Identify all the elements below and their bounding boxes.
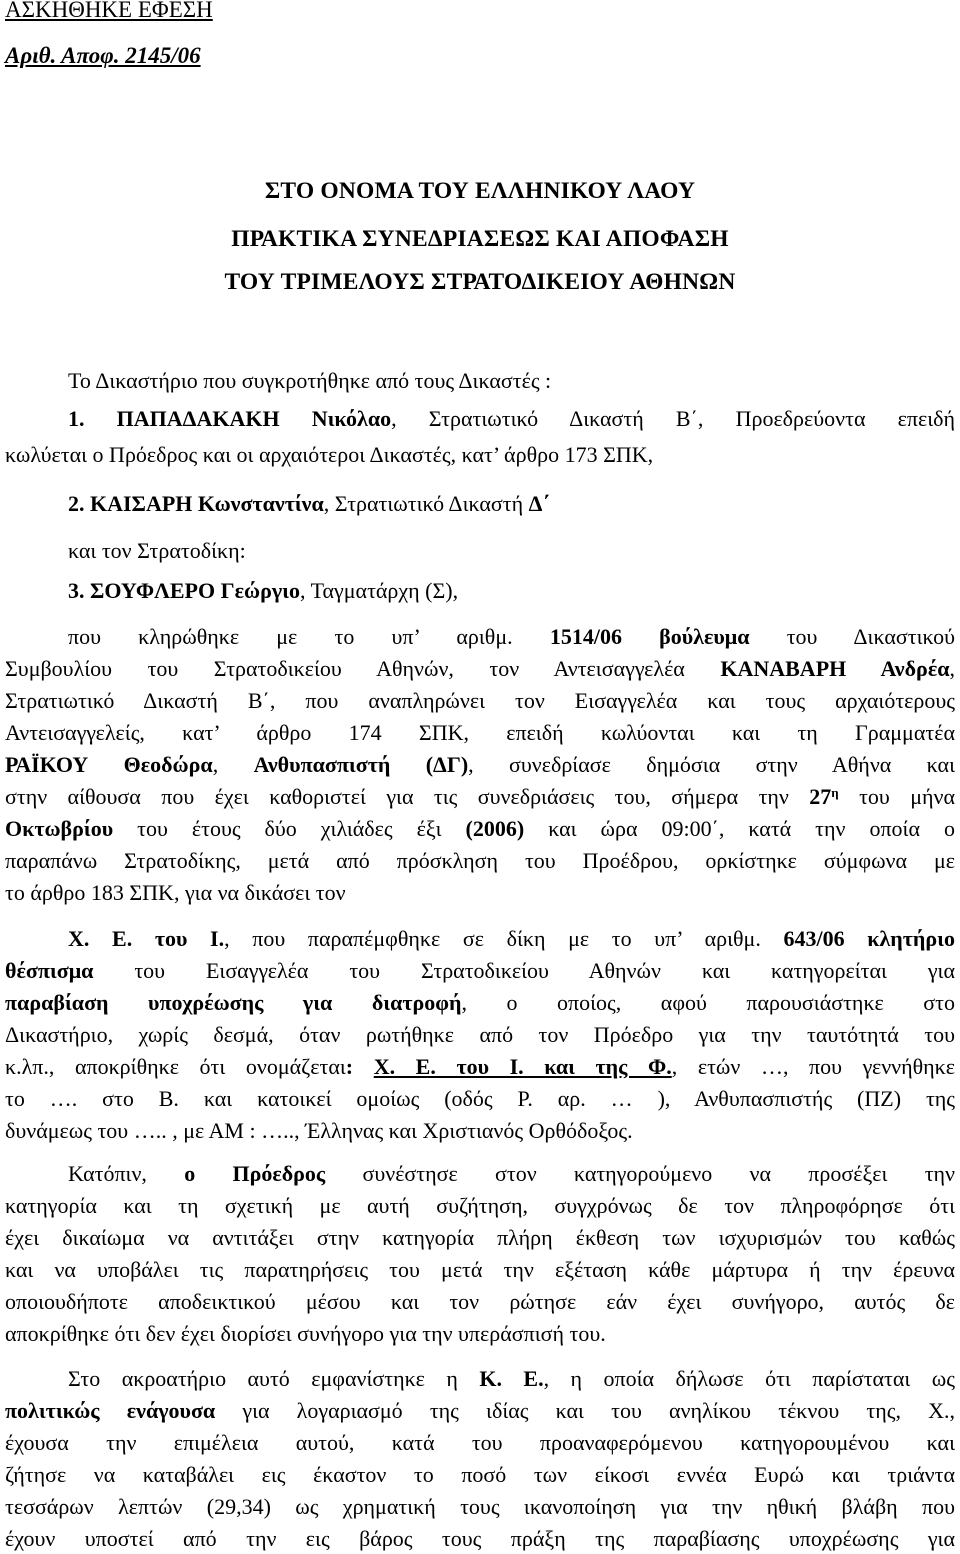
p2-bold [374, 1054, 672, 1079]
and-judge-label: και τον Στρατοδίκη: [68, 538, 246, 563]
p1-text: του Δικαστικού [749, 624, 956, 649]
p1-text: , συνεδρίασε δημόσια στην Αθήνα και [468, 752, 955, 777]
p1-bold: ΚΑΝΑΒΑΡΗ Ανδρέα [720, 656, 950, 681]
decision-number [5, 41, 201, 71]
judge-1-line-2: κωλύεται ο Πρόεδρος και οι αρχαιότεροι Δικαστές, κατ’ άρθρο 173 ΣΠΚ, [5, 442, 654, 467]
p1-line-2 [5, 654, 955, 684]
p2-text: , ετών …, που γεννήθηκε [671, 1054, 955, 1079]
p1-text: , [949, 656, 955, 681]
p1-line-3: Στρατιωτικό Δικαστή Β΄, που αναπληρώνει τον Εισαγγελέα και τους αρχαιότερους [5, 688, 955, 713]
p1-line-1 [68, 622, 955, 652]
p2-line-5 [5, 1052, 955, 1082]
p2-text: , που παραπέμφθηκε σε δίκη με το υπ’ αριθμ. [224, 926, 784, 951]
p2-line-3 [5, 988, 955, 1018]
judge-3-rest: , Ταγματάρχη (Σ), [299, 578, 459, 603]
p3-line-3: έχει δικαίωμα να αντιτάξει στην κατηγορία πλήρη έκθεση των ισχυρισμών του καθώς [5, 1225, 955, 1250]
p1-text: , [212, 752, 254, 777]
judge-3-name: 3. ΣΟΥΦΛΕΡΟ Γεώργιο [68, 578, 300, 603]
judge-1-rest: , Στρατιωτικό Δικαστή Β΄, Προεδρεύοντα επειδή [391, 406, 956, 431]
p2-bold: παραβίαση υποχρέωσης για διατροφή [5, 990, 462, 1015]
p2-text: του Εισαγγελέα του Στρατοδικείου Αθηνών και κατηγορείται για [93, 958, 955, 983]
p2-line-4: Δικαστήριο, χωρίς δεσμά, όταν ρωτήθηκε από τον Πρόεδρο για την ταυτότητά του [5, 1022, 955, 1047]
p3-line-1 [68, 1159, 955, 1189]
p4-text: για λογαριασμό της ιδίας και του ανηλίκου τέκνου της, Χ., [215, 1398, 955, 1423]
p2-underlined: Χ. Ε. του Ι. και της Φ. [373, 1054, 672, 1079]
p2-line-2 [5, 956, 955, 986]
p3-line-5: οποιουδήποτε αποδεικτικού μέσου και τον ρώτησε εάν έχει συνήγορο, αυτός δε [5, 1289, 955, 1314]
title-line-3: ΤΟΥ ΤΡΙΜΕΛΟΥΣ ΣΤΡΑΤΟΔΙΚΕΙΟΥ ΑΘΗΝΩΝ [224, 269, 736, 295]
p1-bold: ΡΑΪΚΟΥ Θεοδώρα [5, 752, 213, 777]
p1-text: στην αίθουσα που έχει καθοριστεί για τις συνεδριάσεις του, σήμερα την [5, 784, 810, 809]
p2-bold: : [345, 1054, 374, 1079]
judge-1-line [68, 404, 955, 434]
p2-text: κ.λπ., αποκρίθηκε ότι ονομάζεται [5, 1054, 346, 1079]
p1-text: του μήνα [838, 784, 955, 809]
p1-bold: Ανθυπασπιστή (ΔΓ) [253, 752, 469, 777]
p2-line-6: το …. στο Β. και κατοικεί ομοίως (οδός Ρ. αρ. … ), Ανθυπασπιστής (ΠΖ) της [5, 1086, 955, 1111]
p3-text: Κατόπιν, [68, 1161, 185, 1186]
court-intro: Το Δικαστήριο που συγκροτήθηκε από τους Δικαστές : [68, 368, 552, 393]
p1-line-7 [5, 814, 955, 844]
p2-line-7: δυνάμεως του ….. , με ΑΜ : ….., Έλληνας και Χριστιανός Ορθόδοξος. [5, 1118, 633, 1143]
p3-line-4: και να υποβάλει τις παρατηρήσεις του μετά την εξέταση κάθε μάρτυρα ή την έρευνα [5, 1257, 955, 1282]
p2-bold: 643/06 κλητήριο [783, 926, 955, 951]
p1-line-5 [5, 750, 955, 780]
p2-bold: θέσπισμα [5, 958, 94, 983]
p1-line-9: το άρθρο 183 ΣΠΚ, για να δικάσει τον [5, 880, 346, 905]
p1-line-4: Αντεισαγγελείς, κατ’ άρθρο 174 ΣΠΚ, επειδή κωλύονται και τη Γραμματέα [5, 720, 955, 745]
p3-bold: ο Πρόεδρος [184, 1161, 326, 1186]
p4-text: , η οποία δήλωσε ότι παρίσταται ως [543, 1366, 955, 1391]
p4-line-2 [5, 1396, 955, 1426]
p1-bold: Οκτωβρίου [5, 816, 114, 841]
judge-2-rest: , Στρατιωτικό Δικαστή [323, 491, 529, 516]
p4-line-5: τεσσάρων λεπτών (29,34) ως χρηματική τους ικανοποίηση για την ηθική βλάβη που [5, 1494, 955, 1519]
decision-number-text: Αριθ. Αποφ. 2145/06 [5, 43, 201, 68]
p1-line-8: παραπάνω Στρατοδίκης, μετά από πρόσκληση του Προέδρου, ορκίστηκε σύμφωνα με [5, 848, 955, 873]
p4-line-3: έχουσα την επιμέλεια αυτού, κατά του προαναφερόμενου κατηγορουμένου και [5, 1430, 955, 1455]
p3-line-6: αποκρίθηκε ότι δεν έχει διορίσει συνήγορο για την υπεράσπισή του. [5, 1321, 606, 1346]
p2-line-1 [68, 924, 955, 954]
p1-text: που κληρώθηκε με το υπ’ αριθμ. [68, 624, 550, 649]
p1-bold: 27 [809, 784, 832, 809]
title-line-1: ΣΤΟ ΟΝΟΜΑ ΤΟΥ ΕΛΛΗΝΙΚΟΥ ΛΑΟΥ [264, 178, 696, 204]
p1-line-6 [5, 782, 955, 812]
appeal-notice-text: ΑΣΚΗΘΗΚΕ ΕΦΕΣΗ [5, 0, 213, 22]
p4-line-1 [68, 1364, 955, 1394]
p2-bold: Χ. Ε. του Ι. [68, 926, 225, 951]
p1-bold: 1514/06 βούλευμα [549, 624, 750, 649]
p4-text: Στο ακροατήριο αυτό εμφανίστηκε η [68, 1366, 480, 1391]
p1-text: και ώρα 09:00΄, κατά την οποία ο [524, 816, 955, 841]
p2-text: , ο οποίος, αφού παρουσιάστηκε στο [461, 990, 955, 1015]
judge-1-name: 1. ΠΑΠΑΔΑΚΑΚΗ Νικόλαο [68, 406, 392, 431]
title-line-2: ΠΡΑΚΤΙΚΑ ΣΥΝΕΔΡΙΑΣΕΩΣ ΚΑΙ ΑΠΟΦΑΣΗ [231, 226, 729, 252]
p4-line-6: έχουν υποστεί από την εις βάρος τους πράξη της παραβίασης υποχρέωσης για [5, 1526, 955, 1551]
appeal-notice [5, 0, 213, 25]
p1-bold: (2006) [465, 816, 525, 841]
p4-bold: πολιτικώς ενάγουσα [5, 1398, 216, 1423]
p4-bold: Κ. Ε. [479, 1366, 544, 1391]
p1-text: του έτους δύο χιλιάδες έξι [113, 816, 466, 841]
p3-text: συνέστησε στον κατηγορούμενο να προσέξει την [325, 1161, 955, 1186]
p3-line-2: κατηγορία και τη σχετική με αυτή συζήτηση, συγχρόνως δε τον πληροφόρησε ότι [5, 1193, 955, 1218]
p1-text: Συμβουλίου του Στρατοδικείου Αθηνών, τον Αντεισαγγελέα [5, 656, 721, 681]
judge-2-line [68, 489, 550, 519]
judge-2-name: 2. ΚΑΙΣΑΡΗ Κωνσταντίνα [68, 491, 324, 516]
judge-2-rank: Δ΄ [528, 491, 550, 516]
judge-3-line [68, 576, 458, 606]
p1-sup: η [831, 785, 839, 800]
p4-line-4: ζήτησε να καταβάλει εις έκαστον το ποσό των είκοσι εννέα Ευρώ και τριάντα [5, 1462, 955, 1487]
